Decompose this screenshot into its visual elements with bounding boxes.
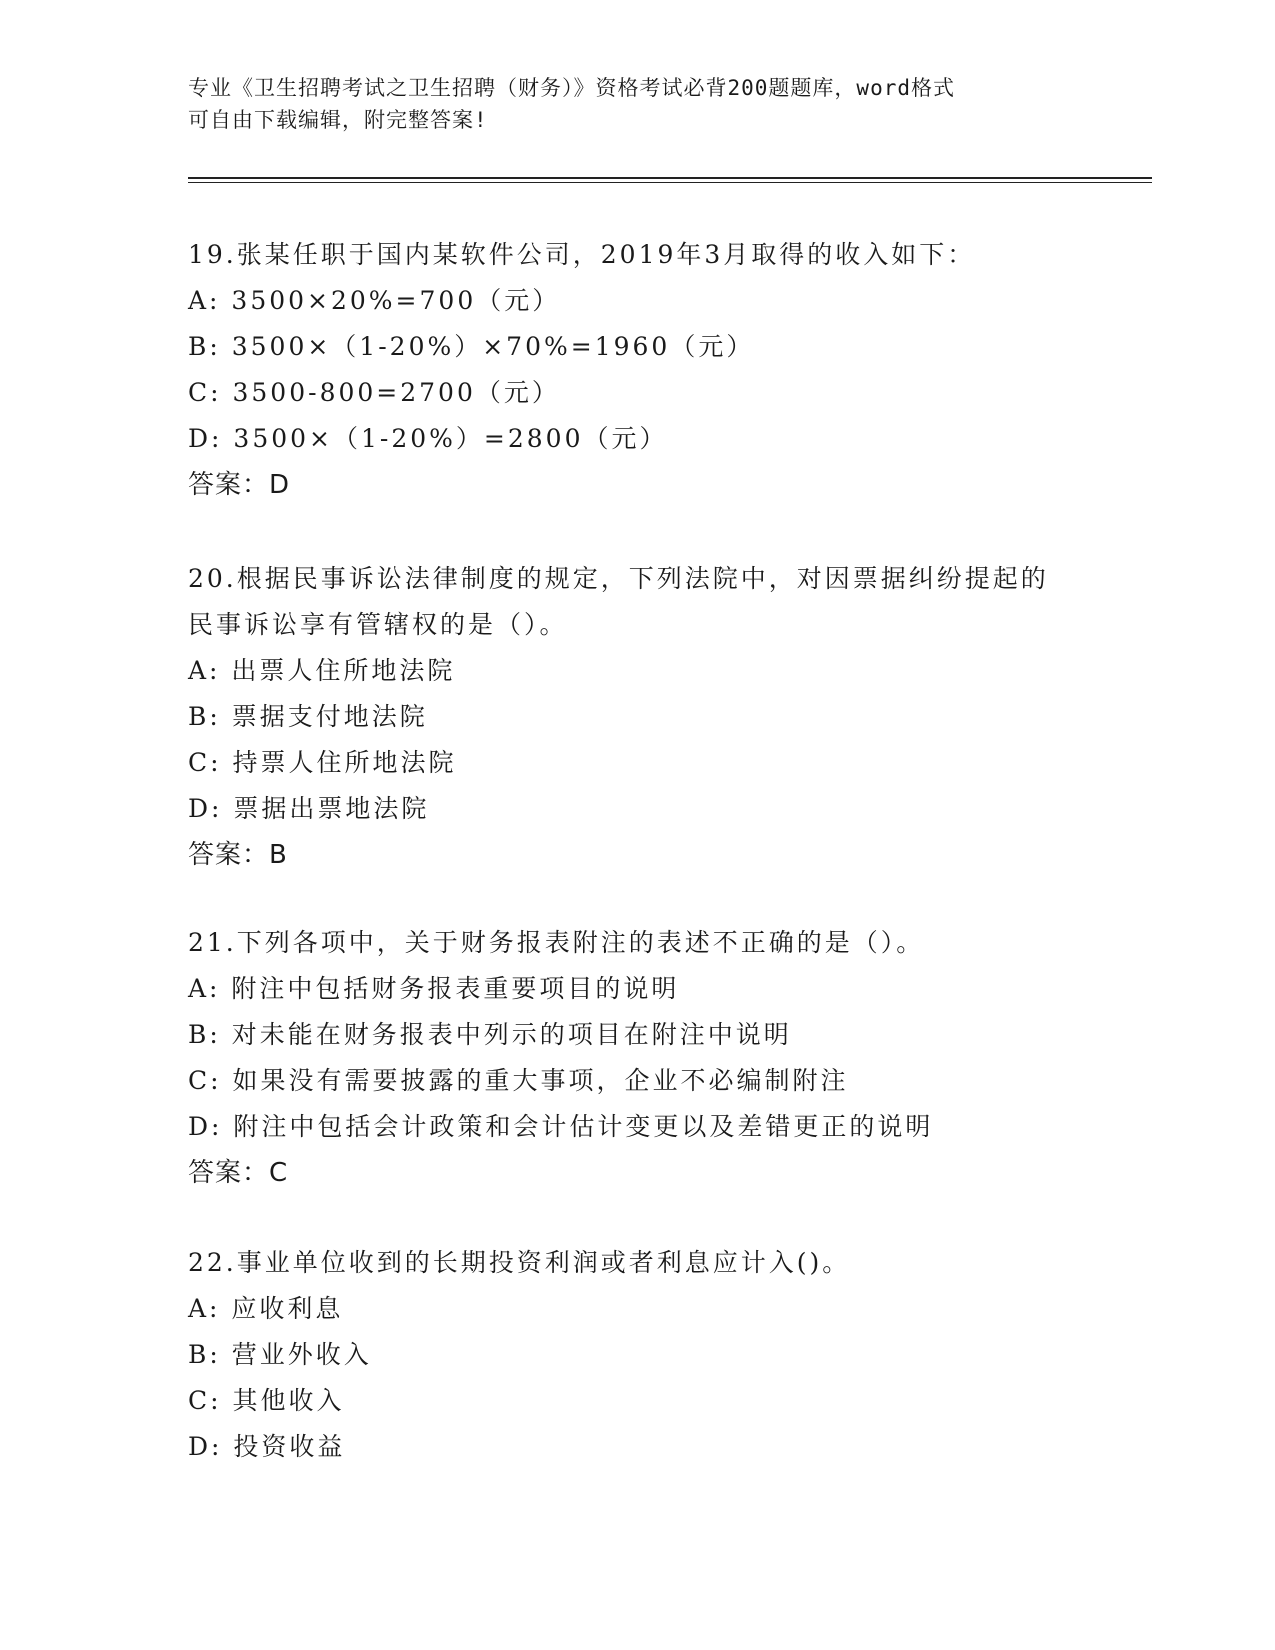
question-21 <box>188 920 1148 1196</box>
question-stem-continued: 民事诉讼享有管辖权的是（）。 <box>188 610 568 639</box>
header-divider-thin <box>188 182 1152 183</box>
option-c: C: 持票人住所地法院 <box>188 748 457 777</box>
question-22 <box>188 1240 1148 1470</box>
option-a: A: 应收利息 <box>188 1294 344 1323</box>
option-a: A: 附注中包括财务报表重要项目的说明 <box>188 974 680 1003</box>
answer-line: 答案：B <box>188 840 288 870</box>
document-header <box>188 72 1088 136</box>
option-b: B: 营业外收入 <box>188 1340 372 1369</box>
option-c: C: 如果没有需要披露的重大事项，企业不必编制附注 <box>188 1066 849 1095</box>
option-c: C: 3500-800=2700（元） <box>188 378 560 407</box>
option-b: B: 3500×（1-20%）×70%=1960（元） <box>188 332 755 361</box>
question-stem: 19.张某任职于国内某软件公司，2019年3月取得的收入如下： <box>188 240 976 269</box>
question-stem: 21.下列各项中，关于财务报表附注的表述不正确的是（）。 <box>188 928 925 957</box>
question-stem: 22.事业单位收到的长期投资利润或者利息应计入()。 <box>188 1248 851 1277</box>
answer-line: 答案：D <box>188 470 291 500</box>
option-b: B: 票据支付地法院 <box>188 702 428 731</box>
question-19 <box>188 232 1148 508</box>
option-d: D: 票据出票地法院 <box>188 794 430 823</box>
header-subtitle-line: 可自由下载编辑，附完整答案! <box>188 108 488 132</box>
question-20 <box>188 556 1148 878</box>
option-b: B: 对未能在财务报表中列示的项目在附注中说明 <box>188 1020 792 1049</box>
option-a: A: 出票人住所地法院 <box>188 656 456 685</box>
answer-line: 答案：C <box>188 1158 289 1188</box>
header-divider-thick <box>188 177 1152 179</box>
option-a: A: 3500×20%=700（元） <box>188 286 561 315</box>
option-d: D: 3500×（1-20%）=2800（元） <box>188 424 668 453</box>
option-c: C: 其他收入 <box>188 1386 345 1415</box>
option-d: D: 附注中包括会计政策和会计估计变更以及差错更正的说明 <box>188 1112 934 1141</box>
option-d: D: 投资收益 <box>188 1432 346 1461</box>
question-stem: 20.根据民事诉讼法律制度的规定，下列法院中，对因票据纠纷提起的 <box>188 564 1049 593</box>
header-title-line: 专业《卫生招聘考试之卫生招聘（财务）》资格考试必背200题题库，word格式 <box>188 76 955 100</box>
